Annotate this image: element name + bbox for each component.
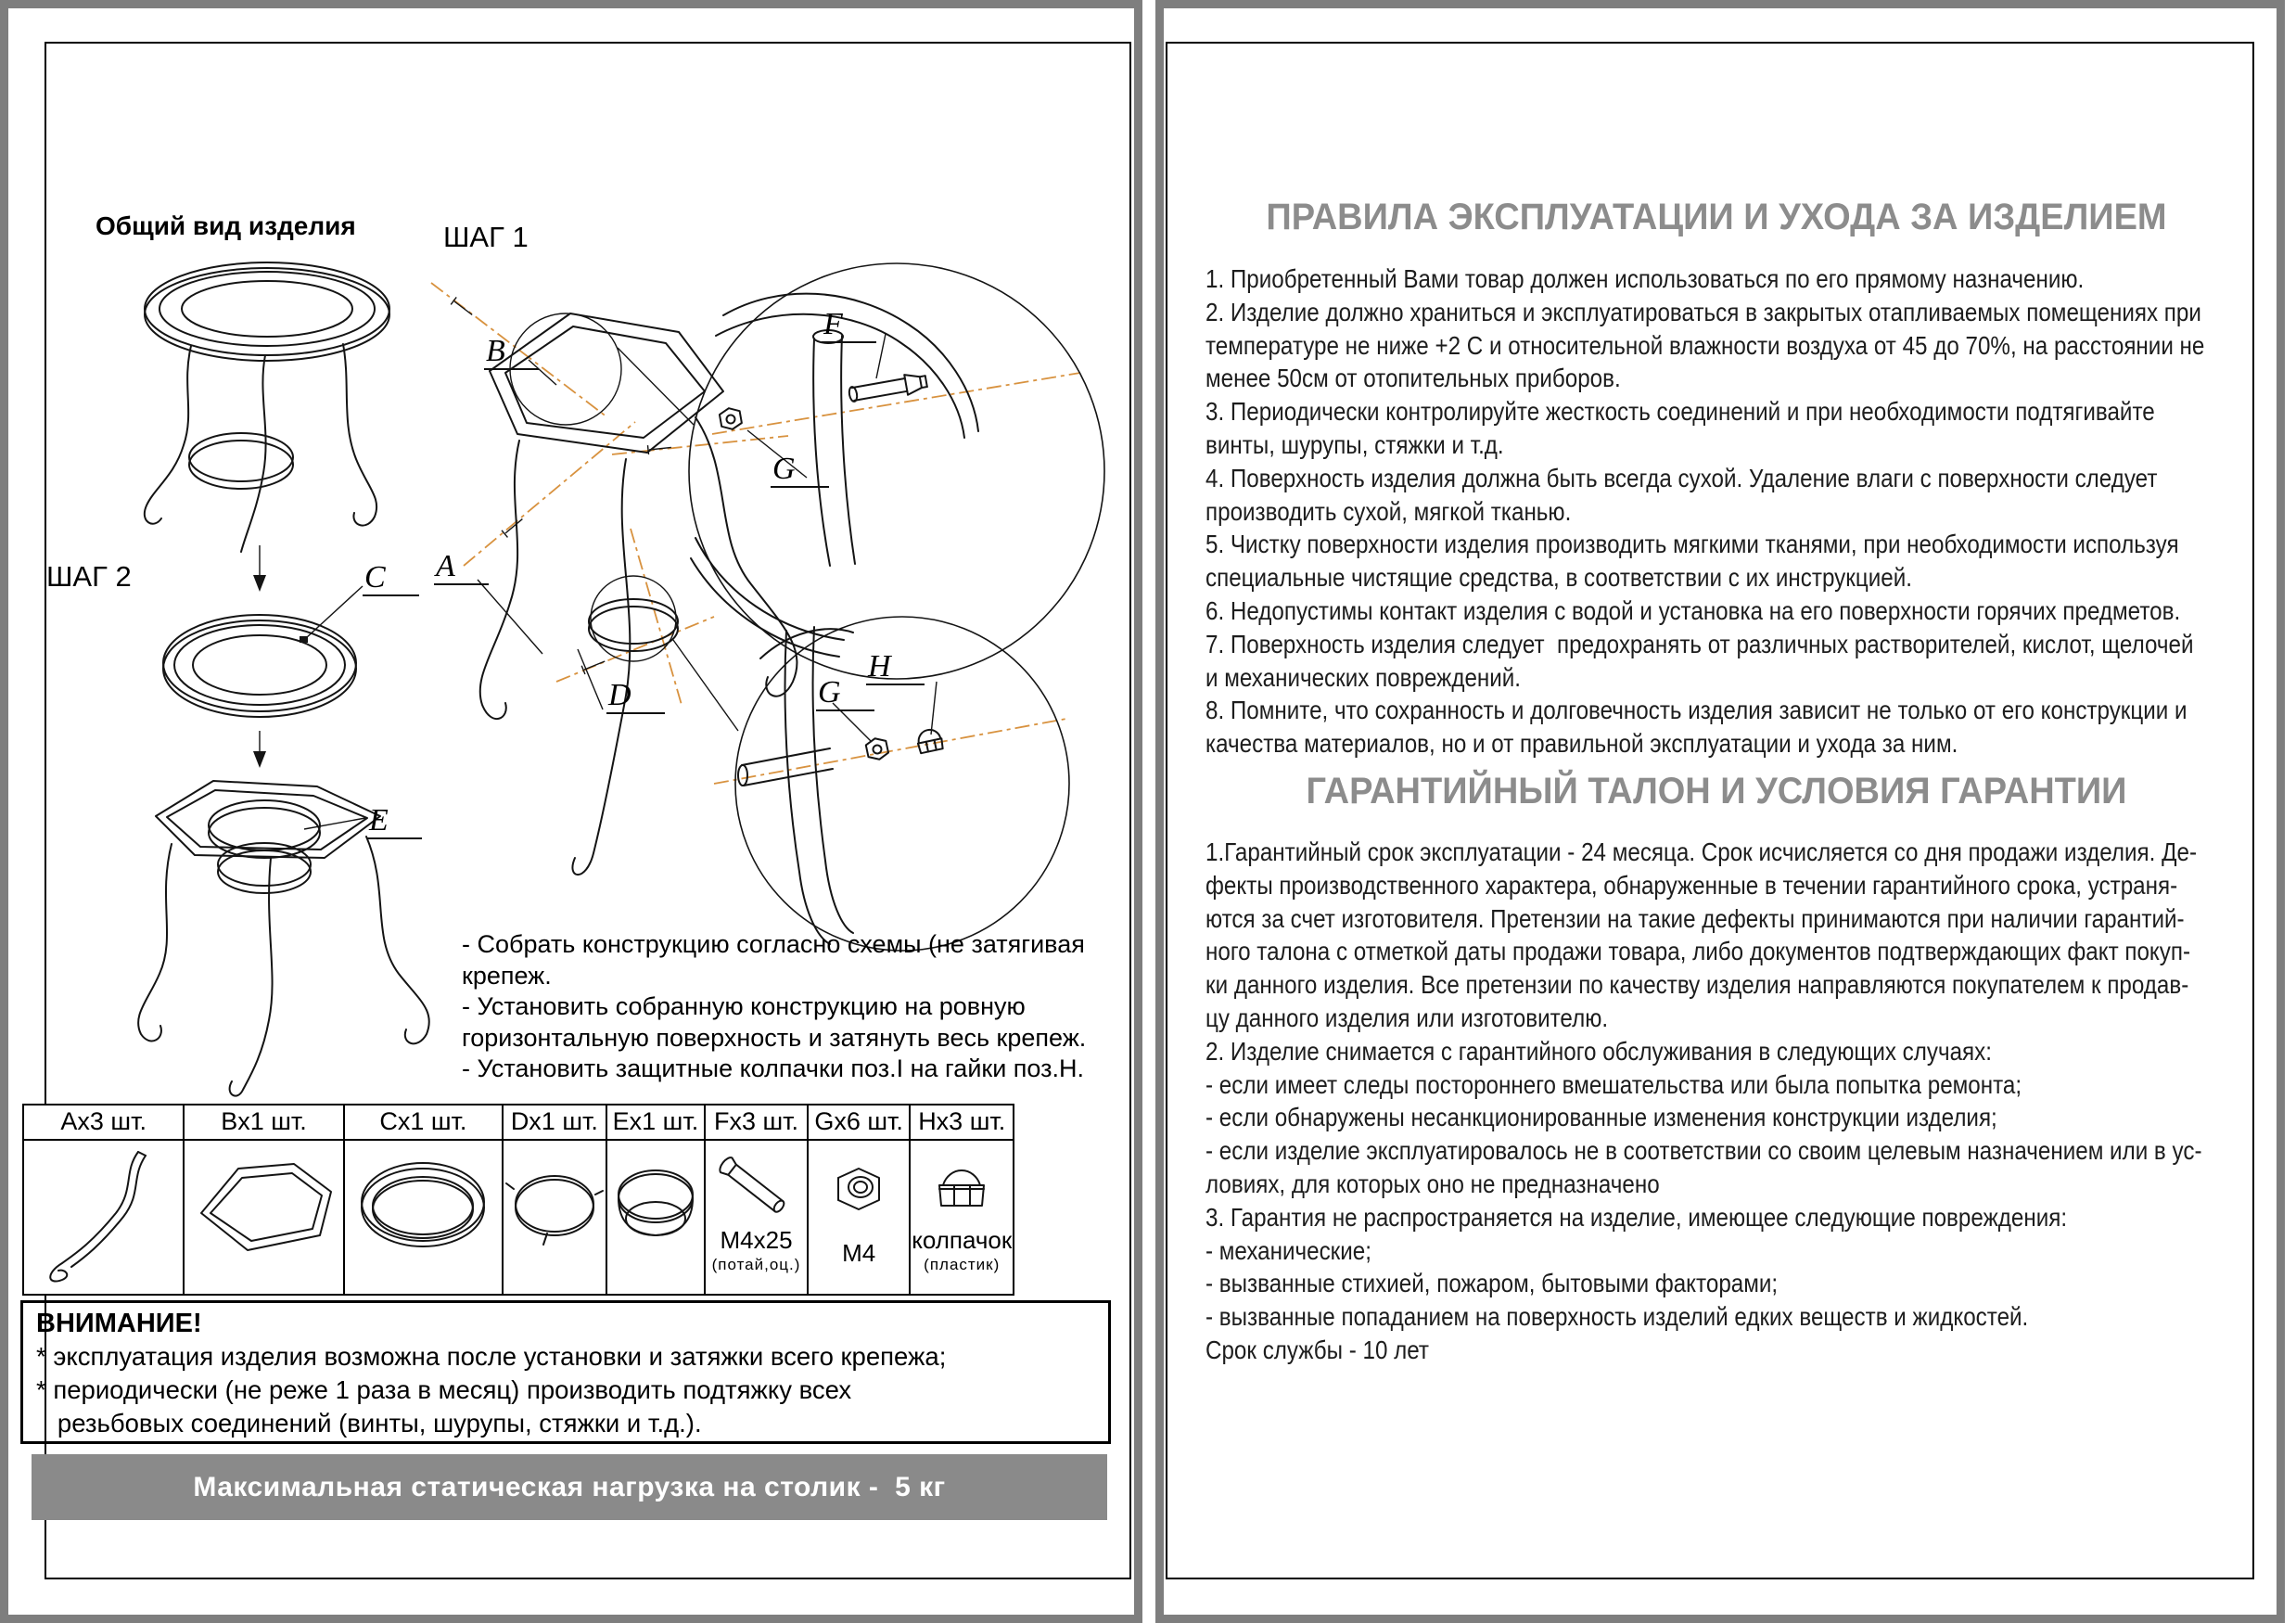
- step1-title: ШАГ 1: [443, 221, 529, 253]
- page-right: [1155, 0, 2285, 1623]
- warranty-line: ются за счет изготовителя. Претензии на такие дефекты принимаются при наличии гарантий-: [1205, 903, 2185, 933]
- overview-drawing: [72, 246, 448, 566]
- parts-column-g: [807, 1105, 910, 1294]
- warranty-line: фекты производственного характера, обнаруженные в течении гарантийного срока, устраня-: [1205, 870, 2178, 900]
- rules-line: 1. Приобретенный Вами товар должен использоваться по его прямому назначению.: [1205, 264, 2085, 293]
- callout-c: C: [363, 562, 419, 596]
- part-drawing-small-ring: [504, 1141, 606, 1294]
- rules-line: температуре не ниже +2 С и относительной влажности воздуха от 45 до 70%, на расстоянии не: [1205, 330, 2205, 360]
- rules-line: 4. Поверхность изделия должна быть всегда сухой. Удаление влаги с поверхности следует: [1205, 463, 2158, 492]
- rules-line: качества материалов, но и от правильной эксплуатации и ухода за ним.: [1205, 729, 1958, 759]
- assembly-note-line: горизонтальную поверхность и затянуть весь крепеж.: [462, 1023, 1087, 1052]
- parts-header-a: Ax3 шт.: [24, 1105, 183, 1141]
- bolt-spec-detail: (потай,оц.): [711, 1255, 801, 1273]
- assembly-note-line: крепеж.: [462, 961, 552, 990]
- max-load-banner: Максимальная статическая нагрузка на столик - 5 кг: [32, 1454, 1107, 1520]
- bolt-spec: M4x25: [720, 1225, 793, 1254]
- warranty-line: - механические;: [1205, 1235, 1371, 1265]
- warranty-text: [1205, 836, 2230, 1367]
- warranty-line: Срок службы - 10 лет: [1205, 1335, 1430, 1364]
- attention-line: * периодически (не реже 1 раза в месяц) производить подтяжку всех: [36, 1375, 852, 1404]
- attention-title: ВНИМАНИЕ!: [36, 1309, 202, 1338]
- part-drawing-leg: [24, 1141, 183, 1294]
- parts-header-c: Cx1 шт.: [345, 1105, 502, 1141]
- attention-line: резьбовых соединений (винты, шурупы, стяжки и т.д.).: [36, 1409, 702, 1438]
- step2-title: ШАГ 2: [46, 560, 132, 593]
- warranty-title: ГАРАНТИЙНЫЙ ТАЛОН И УСЛОВИЯ ГАРАНТИИ: [1306, 771, 2127, 812]
- callout-d: D: [606, 680, 665, 714]
- part-drawing-top-ring: [345, 1141, 502, 1294]
- cap-spec: колпачок: [912, 1225, 1013, 1254]
- parts-header-h: Hx3 шт.: [911, 1105, 1013, 1141]
- attention-lines: [36, 1340, 1095, 1440]
- rules-line: специальные чистящие средства, в соответствии с их инструкцией.: [1205, 563, 1912, 593]
- rules-line: 7. Поверхность изделия следует предохранять от различных растворителей, кислот, щелочей: [1205, 629, 2194, 658]
- callout-g1: G: [771, 454, 829, 488]
- rules-line: 6. Недопустимы контакт изделия с водой и установка на его поверхности горячих предметов.: [1205, 595, 2181, 625]
- assembly-note-line: - Установить собранную конструкцию на ровную: [462, 992, 1026, 1020]
- nut-spec: M4: [842, 1238, 876, 1267]
- assembly-note-line: - Собрать конструкцию согласно схемы (не затягивая: [462, 930, 1085, 958]
- parts-header-f: Fx3 шт.: [706, 1105, 807, 1141]
- warranty-line: 1.Гарантийный срок эксплуатации - 24 месяца. Срок исчисляется со дня продажи изделия. Де-: [1205, 837, 2198, 866]
- part-drawing-bolt: [706, 1141, 807, 1294]
- page-left: [0, 0, 1142, 1623]
- assembly-notes: [462, 929, 1111, 1085]
- assembly-note-line: - Установить защитные колпачки поз.I на гайки поз.H.: [462, 1054, 1085, 1082]
- callout-a: A: [434, 551, 489, 585]
- rules-line: винты, шурупы, стяжки и т.д.: [1205, 429, 1504, 459]
- rules-text: [1205, 262, 2230, 760]
- cap-spec-detail: (пластик): [924, 1255, 1001, 1273]
- warranty-line: - если имеет следы постороннего вмешательства или была попытка ремонта;: [1205, 1069, 2022, 1099]
- warranty-line: ловиях, для которых оно не предназначено: [1205, 1169, 1660, 1198]
- parts-header-g: Gx6 шт.: [809, 1105, 910, 1141]
- callout-e: E: [367, 805, 422, 839]
- rules-line: производить сухой, мягкой тканью.: [1205, 496, 1572, 526]
- parts-header-b: Bx1 шт.: [185, 1105, 342, 1141]
- warranty-line: ки данного изделия. Все претензии по качеству изделия направляются покупателем к продав-: [1205, 970, 2189, 1000]
- rules-line: 3. Периодически контролируйте жесткость соединений и при необходимости подтягивайте: [1205, 397, 2155, 427]
- warranty-line: - вызванные стихией, пожаром, бытовыми факторами;: [1205, 1269, 1779, 1298]
- part-drawing-frame: [185, 1141, 342, 1294]
- callout-f: F: [822, 309, 876, 343]
- part-drawing-nut: [809, 1141, 910, 1294]
- warranty-line: цу данного изделия или изготовителю.: [1205, 1003, 1609, 1032]
- warranty-line: ного талона с отметкой даты продажи товара, либо документов подтверждающих факт покуп-: [1205, 937, 2191, 966]
- parts-table: [22, 1104, 1014, 1296]
- part-drawing-cap: [911, 1141, 1013, 1294]
- parts-header-e: Ex1 шт.: [607, 1105, 705, 1141]
- rules-line: и механических повреждений.: [1205, 662, 1522, 692]
- part-drawing-lower-ring: [607, 1141, 705, 1294]
- rules-line: 5. Чистку поверхности изделия производить мягкими тканями, при необходимости используя: [1205, 530, 2179, 559]
- callout-g2: G: [816, 677, 874, 711]
- parts-column-b: [183, 1105, 342, 1294]
- parts-column-e: [606, 1105, 705, 1294]
- parts-column-c: [343, 1105, 502, 1294]
- warranty-line: 3. Гарантия не распространяется на изделие, имеющее следующие повреждения:: [1205, 1202, 2068, 1232]
- attention-line: * эксплуатация изделия возможна после установки и затяжки всего крепежа;: [36, 1342, 947, 1371]
- attention-box: [20, 1300, 1111, 1444]
- warranty-line: - вызванные попаданием на поверхность изделий едких веществ и жидкостей.: [1205, 1302, 2029, 1332]
- parts-column-f: [704, 1105, 807, 1294]
- parts-column-h: [909, 1105, 1013, 1294]
- rules-line: 2. Изделие должно храниться и эксплуатироваться в закрытых отапливаемых помещениях при: [1205, 297, 2201, 326]
- parts-column-a: [24, 1105, 183, 1294]
- rules-line: 8. Помните, что сохранность и долговечность изделия зависит не только от его конструкции и: [1205, 696, 2188, 725]
- warranty-line: - если изделие эксплуатировалось не в соответствии со своим целевым назначением или в ус-: [1205, 1136, 2202, 1166]
- warranty-line: - если обнаружены несанкционированные изменения конструкции изделия;: [1205, 1103, 1997, 1132]
- callout-b: B: [484, 336, 539, 370]
- rules-line: менее 50см от отопительных приборов.: [1205, 364, 1621, 393]
- rules-title: ПРАВИЛА ЭКСПЛУАТАЦИИ И УХОДА ЗА ИЗДЕЛИЕМ: [1266, 197, 2167, 237]
- parts-header-d: Dx1 шт.: [504, 1105, 606, 1141]
- overview-title: Общий вид изделия: [96, 211, 356, 240]
- parts-column-d: [502, 1105, 606, 1294]
- callout-h: H: [866, 651, 925, 685]
- warranty-line: 2. Изделие снимается с гарантийного обслуживания в следующих случаях:: [1205, 1036, 1992, 1066]
